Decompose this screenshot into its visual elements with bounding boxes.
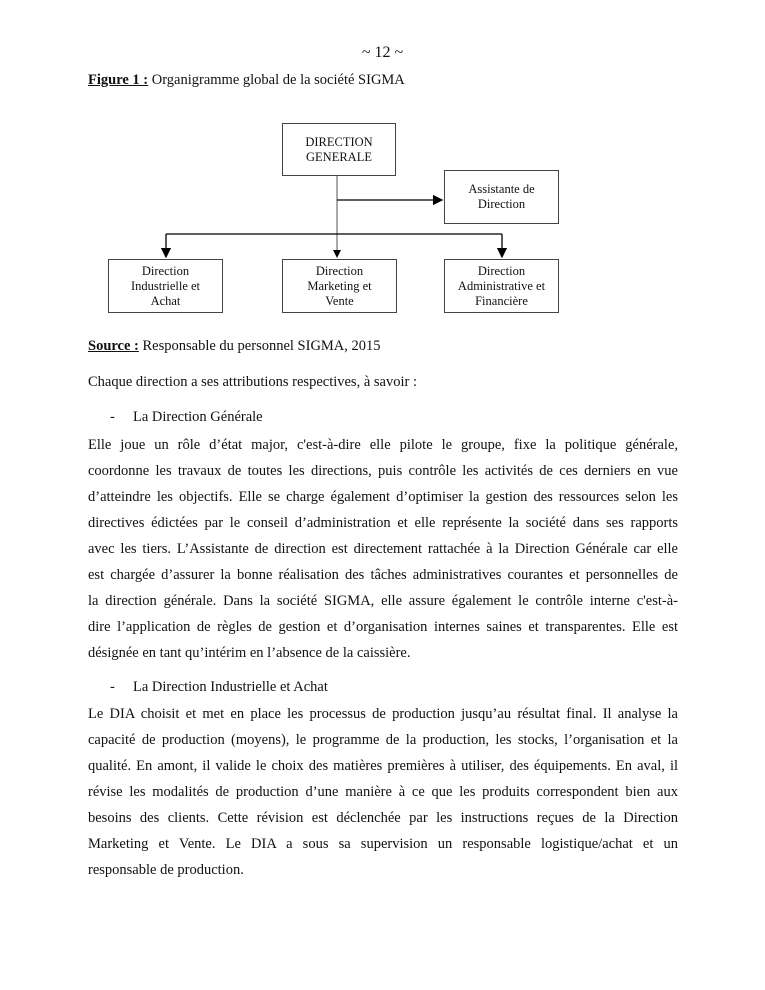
source-note	[88, 338, 381, 355]
source-label: Source :	[88, 338, 139, 354]
paragraph-line: révise les modalités de production d’une manière à ce que les produits correspondent bien aux	[88, 784, 678, 800]
section-heading: La Direction Générale	[133, 409, 263, 425]
paragraph-line: besoins des clients. Cette révision est déclenchée par les instructions reçues de la Direction	[88, 810, 678, 826]
page-number: ~ 12 ~	[361, 44, 404, 61]
paragraph-line: Marketing et Vente. Le DIA a sous sa supervision un responsable logistique/achat et un	[88, 836, 678, 852]
paragraph-line: désignée en tant qu’intérim en l’absence de la caissière.	[88, 645, 411, 661]
source-text: Responsable du personnel SIGMA, 2015	[138, 338, 381, 354]
paragraph-line: responsable de production.	[88, 862, 244, 878]
org-box-marketing: Direction Marketing et Vente	[282, 259, 397, 313]
paragraph-line: Elle joue un rôle d’état major, c'est-à-dire elle pilote le groupe, fixe la politique générale,	[88, 437, 678, 453]
paragraph-line: d’atteindre les objectifs. Elle se charge également d’optimiser la gestion des ressources selon les	[88, 489, 678, 505]
paragraph-line: directives édictées par le conseil d’administration et elle représente la société dans ses rapports	[88, 515, 678, 531]
bullet-dash: -	[110, 679, 115, 695]
figure-caption-text: Organigramme global de la société SIGMA	[148, 72, 405, 88]
paragraph-line: avec les tiers. L’Assistante de direction est directement rattachée à la Direction Générale car elle	[88, 541, 678, 557]
paragraph-line: dire l’application de règles de gestion et d’organisation internes saines et transparentes. Elle est	[88, 619, 678, 635]
org-box-industrielle: Direction Industrielle et Achat	[108, 259, 223, 313]
figure-label: Figure 1 :	[88, 72, 149, 88]
paragraph-line: est chargée d’assurer la bonne réalisation des tâches administratives courantes et personnelles de	[88, 567, 678, 583]
section-heading: La Direction Industrielle et Achat	[133, 679, 328, 695]
paragraph-line: qualité. En amont, il valide le choix des matières premières à utiliser, des équipements. En aval, il	[88, 758, 678, 774]
org-box-administrative: Direction Administrative et Financière	[444, 259, 559, 313]
org-box-assistante: Assistante de Direction	[444, 170, 559, 224]
paragraph-line: Le DIA choisit et met en place les processus de production jusqu’au résultat final. Il analyse la	[88, 706, 678, 722]
paragraph-line: la direction générale. Dans la société SIGMA, elle assure également le contrôle interne c'est-à-	[88, 593, 678, 609]
bullet-dash: -	[110, 409, 115, 425]
org-box-direction-generale: DIRECTION GENERALE	[282, 123, 396, 176]
paragraph-line: coordonne les travaux de toutes les directions, puis contrôle les activités de ces derniers en vue	[88, 463, 678, 479]
paragraph-line: capacité de production (moyens), le programme de la production, les stocks, l’organisation et la	[88, 732, 678, 748]
intro-text: Chaque direction a ses attributions respectives, à savoir :	[88, 374, 417, 390]
